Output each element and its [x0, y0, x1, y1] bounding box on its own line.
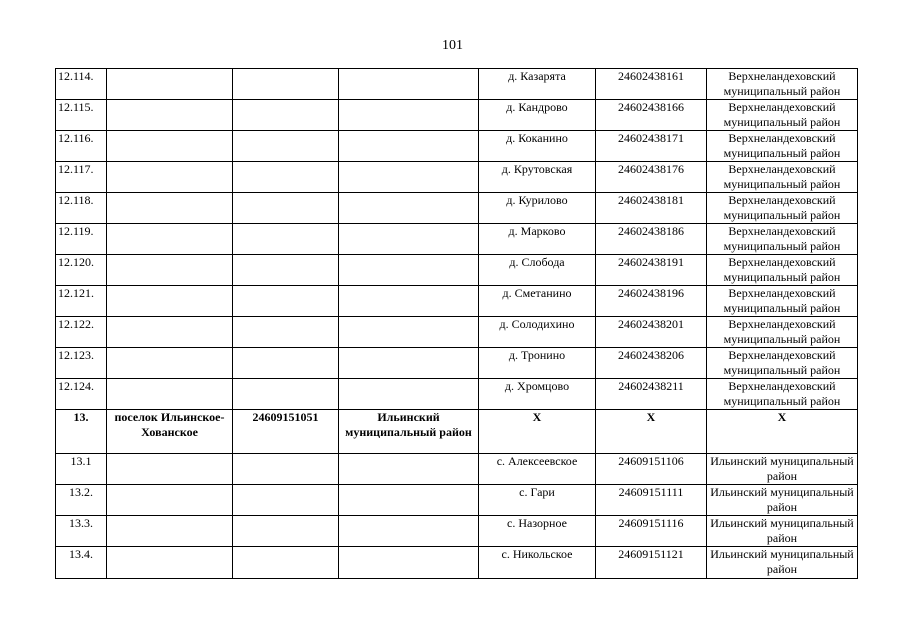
- district-cell: [339, 485, 479, 516]
- settlement-name-cell: [107, 379, 233, 410]
- table-row: [56, 224, 858, 255]
- district-cell: [339, 379, 479, 410]
- table-row: [56, 162, 858, 193]
- municipality-cell: Верхнеландеховский муниципальный район: [707, 317, 858, 348]
- locality-oktmo-cell: X: [596, 410, 707, 454]
- locality-cell: д. Солодихино: [479, 317, 596, 348]
- locality-oktmo-cell: 24602438196: [596, 286, 707, 317]
- table-row: [56, 379, 858, 410]
- row-number-cell: 13.1: [56, 454, 107, 485]
- oktmo-code-cell: [233, 379, 339, 410]
- municipality-cell: Верхнеландеховский муниципальный район: [707, 255, 858, 286]
- settlement-name-cell: [107, 485, 233, 516]
- locality-oktmo-cell: 24609151116: [596, 516, 707, 547]
- district-cell: [339, 255, 479, 286]
- oktmo-code-cell: [233, 224, 339, 255]
- settlement-name-cell: [107, 317, 233, 348]
- district-cell: [339, 516, 479, 547]
- district-cell: [339, 547, 479, 579]
- municipality-cell: Верхнеландеховский муниципальный район: [707, 286, 858, 317]
- row-number-cell: 13.4.: [56, 547, 107, 579]
- row-number-cell: 13.: [56, 410, 107, 454]
- table-row: [56, 317, 858, 348]
- oktmo-code-cell: [233, 131, 339, 162]
- oktmo-code-cell: [233, 454, 339, 485]
- settlement-name-cell: [107, 454, 233, 485]
- municipality-cell: Верхнеландеховский муниципальный район: [707, 193, 858, 224]
- locality-oktmo-cell: 24602438186: [596, 224, 707, 255]
- table-row: [56, 410, 858, 454]
- oktmo-code-cell: [233, 255, 339, 286]
- locality-cell: д. Коканино: [479, 131, 596, 162]
- table-row: [56, 100, 858, 131]
- locality-oktmo-cell: 24602438206: [596, 348, 707, 379]
- row-number-cell: 12.123.: [56, 348, 107, 379]
- row-number-cell: 12.120.: [56, 255, 107, 286]
- row-number-cell: 12.122.: [56, 317, 107, 348]
- municipality-cell: Ильинский муниципальный район: [707, 547, 858, 579]
- settlement-name-cell: [107, 547, 233, 579]
- oktmo-code-cell: [233, 547, 339, 579]
- settlement-name-cell: [107, 255, 233, 286]
- oktmo-code-cell: [233, 162, 339, 193]
- table-body: [56, 69, 858, 579]
- district-cell: Ильинский муниципальный район: [339, 410, 479, 454]
- district-cell: [339, 224, 479, 255]
- settlement-name-cell: [107, 516, 233, 547]
- district-cell: [339, 162, 479, 193]
- oktmo-code-cell: [233, 485, 339, 516]
- locality-cell: д. Курилово: [479, 193, 596, 224]
- page-number: 101: [442, 38, 463, 53]
- district-cell: [339, 193, 479, 224]
- row-number-cell: 12.115.: [56, 100, 107, 131]
- locality-oktmo-cell: 24602438171: [596, 131, 707, 162]
- settlement-name-cell: [107, 100, 233, 131]
- locality-cell: X: [479, 410, 596, 454]
- locality-oktmo-cell: 24602438166: [596, 100, 707, 131]
- table-row: [56, 131, 858, 162]
- settlement-name-cell: поселок Ильинское-Хованское: [107, 410, 233, 454]
- district-cell: [339, 69, 479, 100]
- locality-cell: с. Никольское: [479, 547, 596, 579]
- locality-cell: д. Сметанино: [479, 286, 596, 317]
- municipality-cell: Верхнеландеховский муниципальный район: [707, 100, 858, 131]
- oktmo-code-cell: [233, 193, 339, 224]
- table-row: [56, 516, 858, 547]
- locality-oktmo-cell: 24609151121: [596, 547, 707, 579]
- locality-oktmo-cell: 24602438211: [596, 379, 707, 410]
- locality-oktmo-cell: 24602438176: [596, 162, 707, 193]
- municipality-cell: Ильинский муниципальный район: [707, 485, 858, 516]
- municipality-cell: Верхнеландеховский муниципальный район: [707, 69, 858, 100]
- settlement-name-cell: [107, 69, 233, 100]
- settlements-table: [55, 68, 858, 579]
- table-row: [56, 348, 858, 379]
- row-number-cell: 13.3.: [56, 516, 107, 547]
- locality-cell: д. Марково: [479, 224, 596, 255]
- locality-oktmo-cell: 24602438161: [596, 69, 707, 100]
- locality-oktmo-cell: 24602438201: [596, 317, 707, 348]
- locality-cell: д. Тронино: [479, 348, 596, 379]
- oktmo-code-cell: [233, 348, 339, 379]
- locality-oktmo-cell: 24609151111: [596, 485, 707, 516]
- table-row: [56, 547, 858, 579]
- table-row: [56, 485, 858, 516]
- municipality-cell: Ильинский муниципальный район: [707, 454, 858, 485]
- locality-cell: д. Крутовская: [479, 162, 596, 193]
- settlement-name-cell: [107, 224, 233, 255]
- oktmo-code-cell: [233, 100, 339, 131]
- table-row: [56, 193, 858, 224]
- locality-cell: с. Алексеевское: [479, 454, 596, 485]
- district-cell: [339, 131, 479, 162]
- row-number-cell: 13.2.: [56, 485, 107, 516]
- municipality-cell: Верхнеландеховский муниципальный район: [707, 379, 858, 410]
- locality-oktmo-cell: 24602438191: [596, 255, 707, 286]
- row-number-cell: 12.124.: [56, 379, 107, 410]
- row-number-cell: 12.117.: [56, 162, 107, 193]
- row-number-cell: 12.118.: [56, 193, 107, 224]
- table-row: [56, 255, 858, 286]
- oktmo-code-cell: [233, 516, 339, 547]
- municipality-cell: Верхнеландеховский муниципальный район: [707, 162, 858, 193]
- oktmo-code-cell: [233, 69, 339, 100]
- district-cell: [339, 286, 479, 317]
- locality-cell: д. Казарята: [479, 69, 596, 100]
- district-cell: [339, 317, 479, 348]
- settlement-name-cell: [107, 131, 233, 162]
- oktmo-code-cell: [233, 317, 339, 348]
- oktmo-code-cell: 24609151051: [233, 410, 339, 454]
- row-number-cell: 12.119.: [56, 224, 107, 255]
- table-row: [56, 286, 858, 317]
- table-row: [56, 69, 858, 100]
- row-number-cell: 12.116.: [56, 131, 107, 162]
- locality-oktmo-cell: 24609151106: [596, 454, 707, 485]
- locality-cell: с. Назорное: [479, 516, 596, 547]
- municipality-cell: X: [707, 410, 858, 454]
- row-number-cell: 12.114.: [56, 69, 107, 100]
- table-row: [56, 454, 858, 485]
- locality-oktmo-cell: 24602438181: [596, 193, 707, 224]
- district-cell: [339, 454, 479, 485]
- district-cell: [339, 100, 479, 131]
- district-cell: [339, 348, 479, 379]
- locality-cell: д. Хромцово: [479, 379, 596, 410]
- locality-cell: с. Гари: [479, 485, 596, 516]
- locality-cell: д. Кандрово: [479, 100, 596, 131]
- municipality-cell: Верхнеландеховский муниципальный район: [707, 348, 858, 379]
- row-number-cell: 12.121.: [56, 286, 107, 317]
- settlement-name-cell: [107, 193, 233, 224]
- municipality-cell: Верхнеландеховский муниципальный район: [707, 224, 858, 255]
- settlement-name-cell: [107, 162, 233, 193]
- settlement-name-cell: [107, 286, 233, 317]
- municipality-cell: Верхнеландеховский муниципальный район: [707, 131, 858, 162]
- settlement-name-cell: [107, 348, 233, 379]
- locality-cell: д. Слобода: [479, 255, 596, 286]
- oktmo-code-cell: [233, 286, 339, 317]
- municipality-cell: Ильинский муниципальный район: [707, 516, 858, 547]
